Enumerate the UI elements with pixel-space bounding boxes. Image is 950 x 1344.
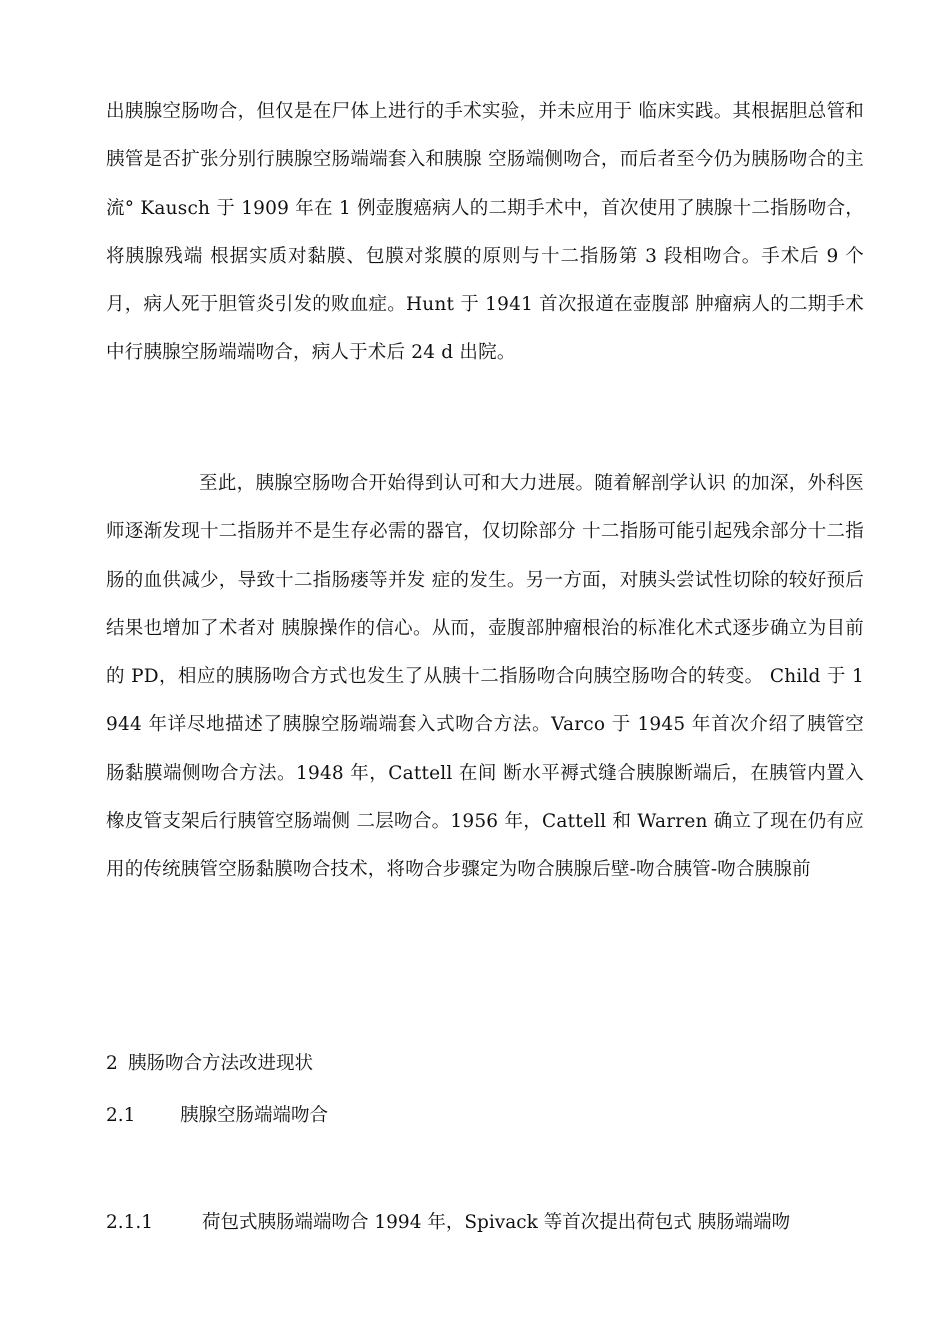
section-number: 2 [106,1053,118,1074]
subsection-title: 胰腺空肠端端吻合 [180,1105,329,1126]
section-title: 胰肠吻合方法改进现状 [128,1053,314,1074]
subsubsection-heading [106,1208,864,1238]
subsubsection-number: 2.1.1 [106,1212,154,1233]
subsubsection-text: 荷包式胰肠端端吻合 1994 年，Spivack 等首次提出荷包式 胰肠端端吻 [202,1212,791,1233]
paragraph-history-development: 至此，胰腺空肠吻合开始得到认可和大力进展。随着解剖学认识 的加深，外科医师逐渐发现十二指肠并不是生存必需的器官，仅切除部分 十二指肠可能引起残余部分十二指肠的血供减少，导致十二指肠瘘等并发 症的发生。另一方面，对胰头尝试性切除的较好预后结果也增加了术者对 胰腺操作的信心。从而，壶腹部肿瘤根治的标准化术式逐步确立为目前的 PD，相应的胰肠吻合方式也发生了从胰十二指肠吻合向胰空肠吻合的转变。 Child 于 1944 年详尽地描述了胰腺空肠端端套入式吻合方法。Varco 于 1945 年首次介绍了胰管空肠黏膜端侧吻合方法。1948 年，Cattell 在间 断水平褥式缝合胰腺断端后，在胰管内置入橡皮管支架后行胰管空肠端侧 二层吻合。1956 年，Cattell 和 Warren 确立了现在仍有应用的传统胰管空肠黏膜吻合技术，将吻合步骤定为吻合胰腺后壁-吻合胰管-吻合胰腺前 [106,473,864,881]
paragraph-history-early: 出胰腺空肠吻合，但仅是在尸体上进行的手术实验，并未应用于 临床实践。其根据胆总管和胰管是否扩张分别行胰腺空肠端端套入和胰腺 空肠端侧吻合，而后者至今仍为胰肠吻合的主流° Kausch 于 1909 年在 1 例壶腹癌病人的二期手术中，首次使用了胰腺十二指肠吻合，将胰腺残端 根据实质对黏膜、包膜对浆膜的原则与十二指肠第 3 段相吻合。手术后 9 个月，病人死于胆管炎引发的败血症。Hunt 于 1941 首次报道在壶腹部 肿瘤病人的二期手术中行胰腺空肠端端吻合，病人于术后 24 d 出院。 [106,101,864,364]
section-heading [106,1049,313,1079]
subsection-heading [106,1101,328,1131]
subsection-number: 2.1 [106,1105,136,1126]
